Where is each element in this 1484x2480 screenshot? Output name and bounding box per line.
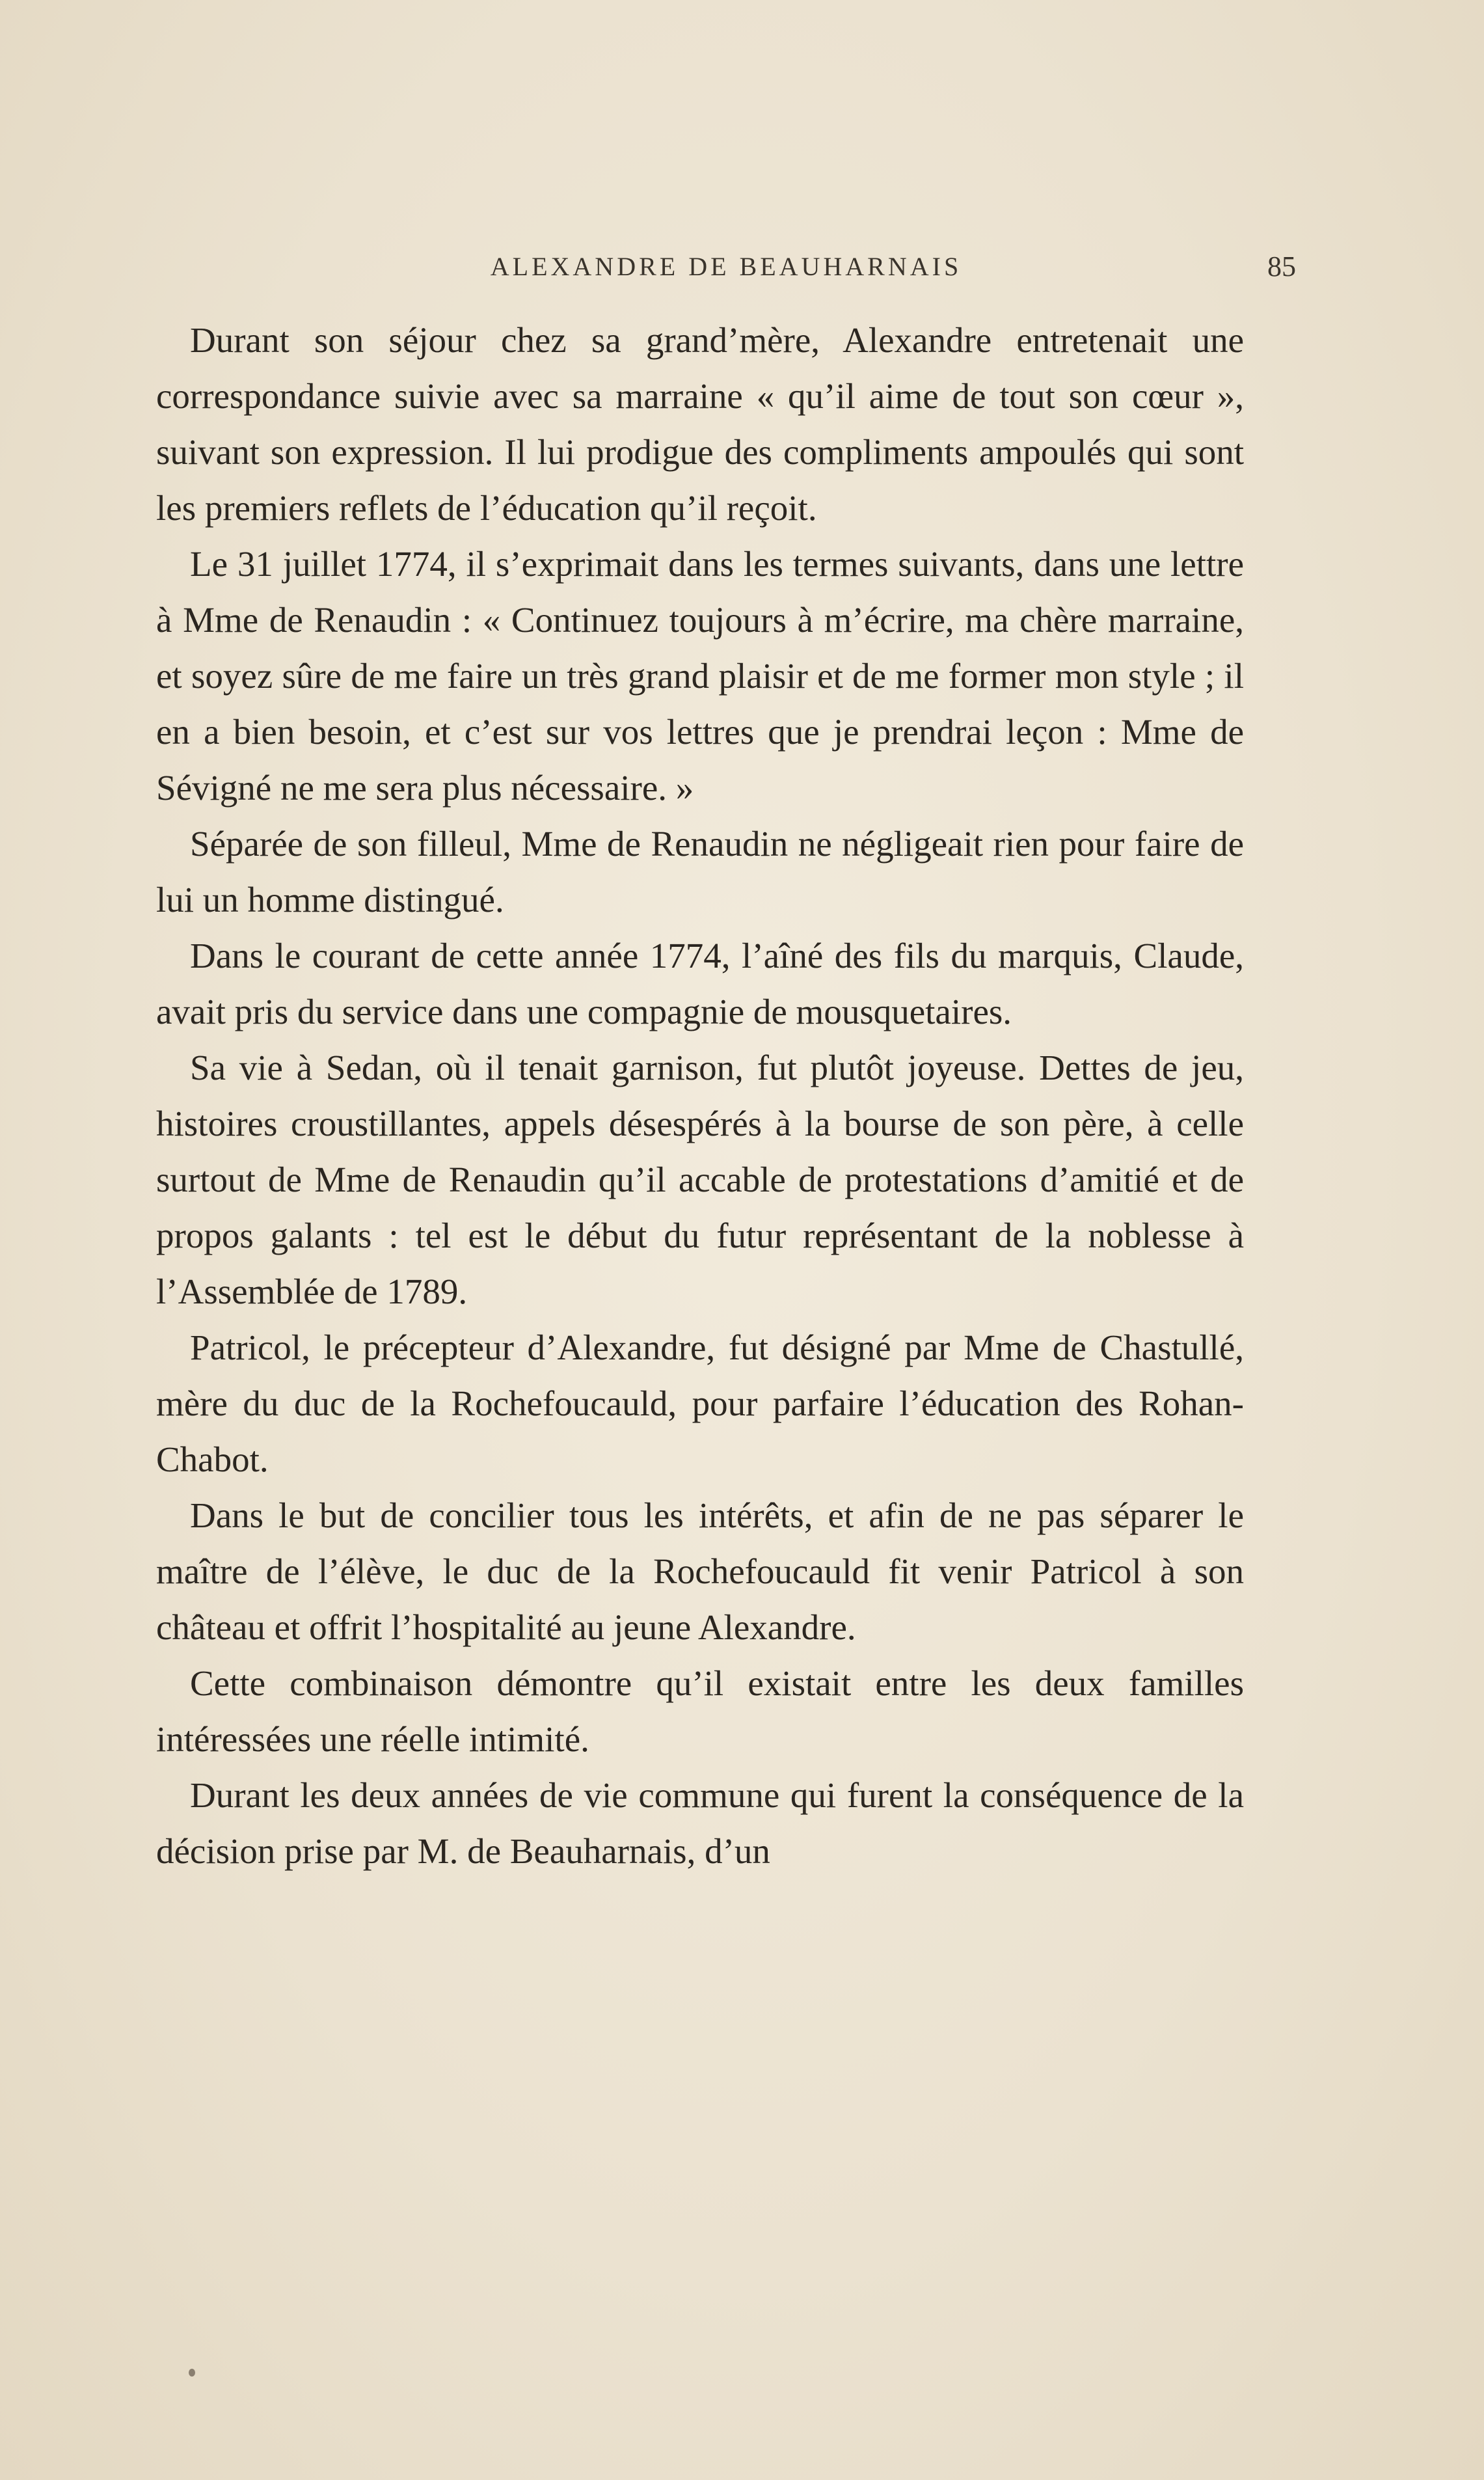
paragraph-4: Dans le courant de cette année 1774, l’aîné des fils du marquis, Claude, avait pris du service dans une compagnie de mousquetaires. [156, 936, 1244, 1031]
running-title: ALEXANDRE DE BEAUHARNAIS [490, 252, 962, 281]
paragraph-1: Durant son séjour chez sa grand’mère, Alexandre entretenait une correspondance suivie avec sa marraine « qu’il aime de tout son cœur », suivant son expression. Il lui prodigue des compliments ampoulés qui sont les premiers reflets de l’éducation qu’il reçoit. [156, 320, 1244, 528]
paragraph-8: Cette combinaison démontre qu’il existait entre les deux familles intéressées une réelle intimité. [156, 1663, 1244, 1759]
page-body [156, 312, 1244, 1879]
paragraph-5: Sa vie à Sedan, où il tenait garnison, fut plutôt joyeuse. Dettes de jeu, histoires croustillantes, appels désespérés à la bourse de son père, à celle surtout de Mme de Renaudin qu’il accable de protestations d’amitié et de propos galants : tel est le début du futur représentant de la noblesse à l’Assemblée de 1789. [156, 1048, 1244, 1311]
paragraph-2: Le 31 juillet 1774, il s’exprimait dans les termes suivants, dans une lettre à Mme de Renaudin : « Continuez toujours à m’écrire, ma chère marraine, et soyez sûre de me faire un très grand plaisir et de me former mon style ; il en a bien besoin, et c’est sur vos lettres que je prendrai leçon : Mme de Sévigné ne me sera plus nécessaire. » [156, 544, 1244, 808]
paper-speck [189, 2369, 195, 2377]
paragraph-9: Durant les deux années de vie commune qui furent la conséquence de la décision prise par M. de Beauharnais, d’un [156, 1775, 1244, 1871]
paragraph-6: Patricol, le précepteur d’Alexandre, fut désigné par Mme de Chastullé, mère du duc de la Rochefoucauld, pour parfaire l’éducation des Rohan-Chabot. [156, 1328, 1244, 1479]
paragraph-7: Dans le but de concilier tous les intérêts, et afin de ne pas séparer le maître de l’élève, le duc de la Rochefoucauld fit venir Patricol à son château et offrit l’hospitalité au jeune Alexandre. [156, 1495, 1244, 1647]
paragraph-3: Séparée de son filleul, Mme de Renaudin ne négligeait rien pour faire de lui un homme distingué. [156, 824, 1244, 920]
page-number: 85 [1267, 251, 1296, 282]
page-header [156, 247, 1296, 286]
